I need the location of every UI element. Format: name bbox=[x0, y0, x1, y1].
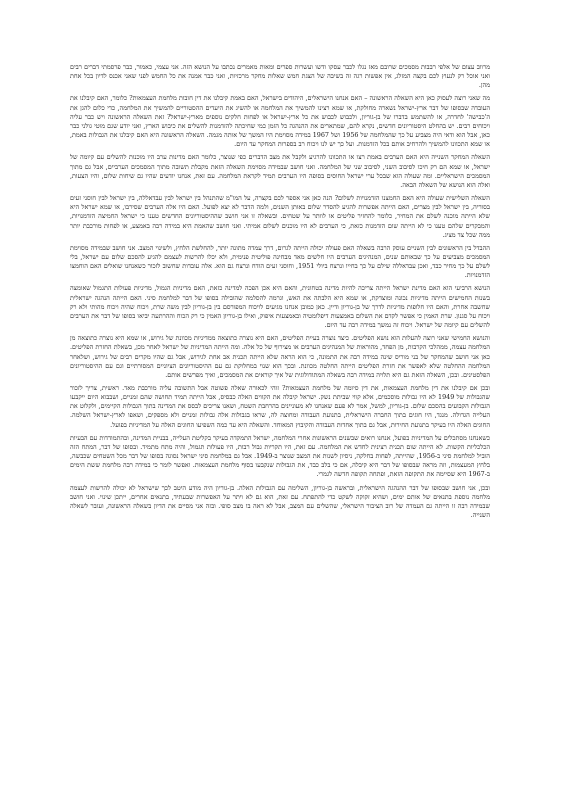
document-page bbox=[70, 63, 490, 771]
paragraph-4: השאלה השלישית שעולה היא האם החמצנו הזדמנויות לשלום? הנה כאן אני אספר לכם בקצרה, על המו"מ שהתנהל בין ישראל לבין עבדאללה, בין ישראל לבין חוסני זעים בסוריה, בין ישראל לבין מצרים, האם הייתה אפשרות להגיע להסדר שלום באותן השנים, ולמה הדבר לא יצא לפועל. האם היו אלה הערבים שסירבו, או שמא ישראל היא שלא הייתה מוכנה לשלם את המחיר, כלומר להחזיר פליטים או לוותר על שטחים. ובשאלה זו אני חושב שההיסטוריונים החדשים טענו כי ישראל החמיצה הזדמנויות, והמבקרים שלהם טענו כי לא הייתה שום הזדמנות כזאת, כי הערבים לא היו מוכנים לשלום אמיתי. ואני חושב שהאמת היא במידה רבה באמצע, או לפחות מורכבת יותר ממה שכל צד מציג. bbox=[70, 194, 490, 239]
paragraph-9: כשאנחנו מסתכלים על המדיניות בפועל, אנחנו רואים שבשנים הראשונות אחרי המלחמה, ישראל התמקדה בעיקר בקליטת העלייה, בבניית המדינה, ובהתמודדות עם הבעיות הכלכליות הקשות. לא הייתה שום תכנית רצינית לחדש את המלחמה. עם זאת, היו תקריות גבול רבות, היו פעולות תגמול, והיה מתח מתמיד. ובסופו של דבר, המתח הזה הוביל למלחמת סיני ב-1956, שהייתה, לפחות בחלקה, ניסיון לשנות את המצב שנוצר ב-1949. אבל גם במלחמת סיני ישראל נסוגה בסופו של דבר מכל השטחים שכבשה, בלחץ המעצמות, וזה מראה שבסופו של דבר היא קיבלה, אם כי בלב כבד, את הגבולות שנקבעו בסוף מלחמת העצמאות. ואפשר לומר כי במידה רבה מלחמת ששת הימים ב-1967 היא שסיימה את התקופה הזאת, ופתחה תקופה חדשה לגמרי. bbox=[70, 433, 490, 479]
paragraph-2: מה שאני רוצה לעסוק כאן היא השאלה הראשונה – האם אנחנו הישראלים, היהודים בישראל, האם באמת קיבלנו את דין חובות מלחמת העצמאות? כלומר, האם קיבלנו את העובדה שבסופו של דבר ארץ-ישראל נשארה מחולקת, או שמא רצינו להמשיך את המלחמה או להשיג את היעדים ההסטוריים להמשיך את המלחמה, כדי כלום להגן את ה'כבישה' לחדרה, או להשתמש בדברו של בן-גוריון, ולכבוש לכבוש את כל ארץ-ישראל או לפחות חלקים נוספים מארץ-ישראל? זאת השאלה הראשונה ויש כבר עליה ויכוחים רבים. יש בהחלט היסטוריונים חדשים, נקרא להם, שמתארים את ההנהגה כל הזמן כמי שחיכתה להזדמנות להשלים את כיבוש הארץ, ואני יודע שגם מוטי גולני כבר כאן, אבל הוא ודאי היה מצביע על כך שהמלחמה של 1956 ושל 1967 במידה מסוימת היו המשך של אותה מגמה. השאלה הראשונה היא האם קיבלנו את הגבולות באמת, או שמא התכוונו להמשיך ולהרחיב אותם בכל הזדמנות. ועל כך יש לנו ויכוח רב בספרות המחקר עד היום. bbox=[70, 94, 490, 149]
paragraph-10: ובכן, אני חושב שבסופו של דבר ההנהגה הישראלית, ובראשה בן-גוריון, השלימה עם הגבולות האלה. בן-גוריון היה מודע היטב לכך שישראל לא יכולה להרשות לעצמה מלחמה נוספת בתנאים של אותם ימים, ושהיא זקוקה לשקט כדי להתפתח. עם זאת, הוא גם לא ויתר על האפשרות שבעתיד, בתנאים אחרים, ייתכן שינוי. ואני חושב שבמידה רבה זו הייתה גם העמדה של רוב הציבור הישראלי, שהשלים עם המצב, אבל לא ראה בו מצב סופי. ובזה אני מסיים את הדיון בשאלה הראשונה, ועובר לשאלה השנייה. bbox=[70, 483, 490, 520]
paragraph-5: ההבדל בין הראשונים לבין השניים עוסק הרבה בשאלה האם פעולה יכולה הייתה לגרום, דרך עמדה מתונה יותר, להחלשת הלחץ, ולשינוי המצב. אני חושב שבמידה מסוימת המסמכים מצביעים על כך שבאותם שנים, המנהיגים הערבים היו חלשים מאד מבחינה פוליטית פנימית, ולא יכלו להרשות לעצמם להגיע להסכם שלום עם ישראל, בלי לשלם על כך מחיר כבד, ואכן עבדאללה שילם על כך בחייו ונרצח ביולי 1951, וחוסני זעים הודח ונרצח גם הוא. אלה עובדות שחשוב לזכור כשאנחנו שואלים האם הוחמצו הזדמנויות. bbox=[70, 243, 490, 280]
paragraph-1: מרווב עצום של אלפי רבבות מסמכים שרובם מאז נגלו לכבר עסקו ודשו ועשרות ספרים ומאות מאמרים נכתבו על הנושא הזה. אני עצמי, כאמור, כבר פרסמתי דברים רבים ואני אוכל רק לנעוץ לכם בקצה המזלג, אין אפשות רגה זה בשיבה של הצגת חמש שאלות מחקר מרכזיות, ואני כבר אמנה את כל החמש לפני שאני אכנס לדיון בכל אחת מהן. bbox=[70, 63, 490, 90]
paragraph-7: והנושא החמישי שאני רוצה להעלות הוא נושא הפליטים. כיצד נוצרה בעיית הפליטים, האם היא נוצרה כתוצאה ממדיניות מכוונת של גירוש, או שמא היא נוצרה כתוצאה מן המלחמה עצמה, ממהלכי הקרבות, מן הפחד, מהוראות של המנהיגים הערבים או מצירוף של כל אלה. ומה הייתה המדיניות של ישראל לאחר מכן, בשאלת החזרת הפליטים. כאן אני חושב שהמחקר של בני מוריס שינה במידה רבה את התמונה, כי הוא הראה שלא הייתה תכנית אב אחת לגירוש, אבל גם שהיו מקרים רבים של גירוש, ושלאחר המלחמה ההחלטה שלא לאפשר את חזרת הפליטים הייתה החלטה מכוונת. ובכך הוא שנוי במחלוקת גם עם ההיסטוריונים הציוניים המסורתיים וגם עם ההיסטוריונים הפלסטינים. ובכן, השאלה הזאת גם היא תלויה במידה רבה בשאלה המתודולוגית של איך קוראים את המסמכים, ואיך מפרשים אותם. bbox=[70, 334, 490, 379]
paragraph-6: הנושא הרביעי הוא האם מדינת ישראל הייתה צריכה להיות מדינה בטחונית, והאם היא אכן הפכה למדינה כזאת, האם מדיניות הגמול, מדיניות פעולות התגמול שאומצה בשנות החמישים הייתה מדיניות נכונה ומוצדקת, או שמא היא הלבתה את האש, וגרמה להסלמה שהובילה בסופו של דבר למלחמת סיני. האם הייתה הנהגה ישראלית שחשבה אחרת, והאם היו חלופות מדיניות לדרך של בן-גוריון ודיין. כאן כמובן אנחנו מגיעים לויכוח המפורסם בין בן-גוריון לבין משה שרת, ויכוח שהיה ויכוח מהותי ולא רק ויכוח על סגנון. שרת האמין כי אפשר לקדם את השלום באמצעות דיפלומטיה ובאמצעות איפוק, ואילו בן-גוריון האמין כי רק הכוח וההרתעה יביאו בסופו של דבר את הערבים להשלים עם קיומה של ישראל. ויכוח זה נמשך במידה רבה עד היום. bbox=[70, 284, 490, 330]
paragraph-8: ובכן אם קיבלנו את דין מלחמת העצמאות, את דין סיומה של מלחמת העצמאות? זוהי לכאורה שאלה פשוטה אבל התשובה עליה מורכבת מאד. ראשית, צריך לזכור שהגבולות של 1949 לא היו גבולות מוסכמים, אלא קווי שביתת נשק. ישראל קיבלה את הקווים האלה כבסיס, אבל הייתה תמיד תחושה שהם זמניים, ושבבוא היום ייקבעו הגבולות הקבועים בהסכם שלום. בן-גוריון, למשל, אמר לא פעם שאנחנו לא מעוניינים בהרחבת השטח, ושאנו צריכים לבסס את המדינה בתוך הגבולות הקיימים, ולקלוט את העלייה הגדולה. מנגד, היו חוגים בתוך החברה הישראלית, בתנועת העבודה ומחוצה לה, שראו בגבולות אלה גבולות זמניים ולא מספקים, ושאפו לארץ-ישראל השלמה. החוגים האלה היו בעיקר בתנועת החירות, אבל גם בתוך אחדות העבודה והקיבוץ המאוחד. והשאלה היא עד כמה השפיעו החוגים האלה על המדיניות בפועל. bbox=[70, 384, 490, 429]
paragraph-3: השאלה המחקר השנייה היא האם הערבים באמת רצו או התכוונו להרגיע ולקבל את מצב הדברים כפי שנוצר, כלומר האם מדינות ערב היו מוכנות להשלים עם קיומה של ישראל, או שמא הם רק חיכו לסיבוב השני, לסיבוב שני של המלחמה. ואני חושב שבמידה מסוימת השאלה הזאת מקבלת תשובה מתוך המסמכים הערביים, אבל גם מתוך המסמכים הישראליים. ומה שעולה הוא שבכל ערי ישראל החוסים בסופה היו הערבים תמיד לקראת המלחמה. עם זאת, אנחנו יודעים שהיו גם שיחות שלום, והיו הצעות, ואלה הוא הנושא של השאלה הבאה. bbox=[70, 153, 490, 189]
